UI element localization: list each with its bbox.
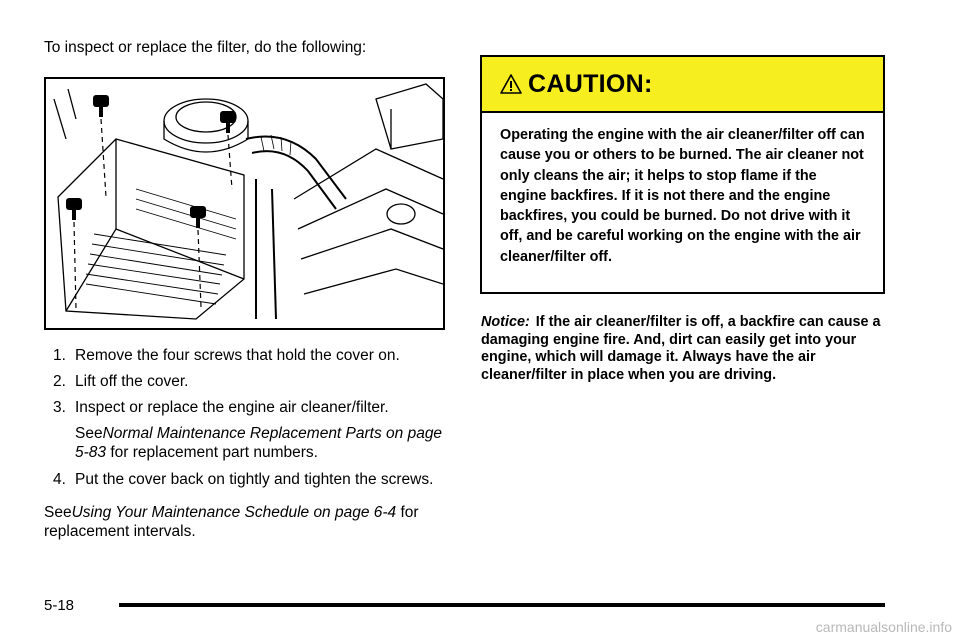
caution-header bbox=[482, 57, 883, 113]
reference-link[interactable]: Normal Maintenance Replacement Parts on page 5-83 bbox=[75, 425, 443, 461]
watermark: carmanualsonline.info bbox=[815, 619, 952, 635]
caution-title: CAUTION: bbox=[528, 69, 653, 98]
notice-label: Notice: bbox=[481, 314, 530, 330]
warning-triangle-icon bbox=[500, 73, 522, 95]
caution-text: Operating the engine with the air cleaner/filter off can cause you or others to be burned. The air cleaner not only cleans the air; it helps to stop flame if the engine backfires. If it is not there and the engine backfires, you could be burned. Do not drive with it off, and be careful working on the engine with the air cleaner/filter off. bbox=[500, 127, 865, 265]
caution-box bbox=[480, 55, 885, 294]
reference-link[interactable]: Using Your Maintenance Schedule on page 6-4 bbox=[71, 504, 397, 521]
step-text: Put the cover back on tightly and tighten the screws. bbox=[75, 471, 434, 488]
see-prefix: See bbox=[44, 504, 72, 521]
see-suffix: for replacement part numbers. bbox=[110, 444, 318, 461]
engine-figure bbox=[44, 77, 445, 330]
notice-block bbox=[481, 314, 886, 384]
footer-rule bbox=[119, 603, 885, 607]
intro-block bbox=[44, 38, 448, 58]
step-text: Remove the four screws that hold the cover on. bbox=[75, 347, 400, 364]
step-2 bbox=[53, 372, 448, 391]
step-number: 1. bbox=[53, 347, 66, 364]
step-4 bbox=[53, 470, 448, 489]
step-number: 3. bbox=[53, 399, 66, 416]
step-text: Lift off the cover. bbox=[75, 373, 189, 390]
step-3 bbox=[53, 398, 448, 417]
see-prefix: See bbox=[75, 425, 103, 442]
steps-list bbox=[53, 346, 448, 496]
air-cleaner-engine-illustration bbox=[46, 79, 443, 328]
page-number: 5-18 bbox=[44, 597, 75, 614]
step-number: 4. bbox=[53, 471, 66, 488]
closing-reference bbox=[44, 503, 448, 541]
step-1 bbox=[53, 346, 448, 365]
see-suffix: for replacement intervals. bbox=[44, 504, 419, 540]
notice-text: If the air cleaner/filter is off, a backfire can cause a damaging engine fire. And, dirt can easily get into your engine, which will damage it. Always have the air cleaner/filter in place when you are driving. bbox=[481, 314, 881, 383]
step-3-reference bbox=[75, 424, 448, 462]
step-text: Inspect or replace the engine air cleaner/filter. bbox=[75, 399, 389, 416]
step-number: 2. bbox=[53, 373, 66, 390]
intro-text: To inspect or replace the filter, do the following: bbox=[44, 39, 367, 56]
